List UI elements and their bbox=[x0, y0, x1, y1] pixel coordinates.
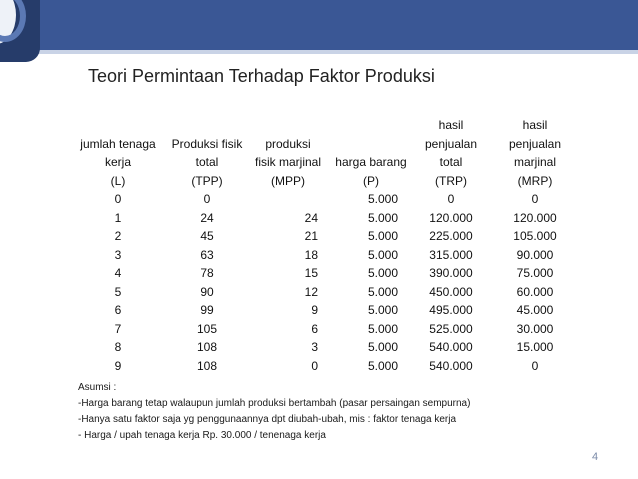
table-cell: 4 bbox=[114, 266, 122, 280]
table-cell bbox=[410, 338, 492, 357]
table-header-cell: (TPP) bbox=[191, 173, 223, 188]
table-cell-value: 18 bbox=[304, 247, 318, 262]
table-cell-value: 5.000 bbox=[367, 266, 398, 280]
table-cell bbox=[410, 190, 492, 209]
table-cell-value: 120.000 bbox=[429, 210, 473, 225]
table-cell-value: 3 bbox=[311, 340, 318, 354]
production-table bbox=[66, 116, 578, 375]
table-cell-value: 450.000 bbox=[429, 284, 473, 299]
table-cell: 108 bbox=[196, 358, 218, 373]
table-header-cell: (MRP) bbox=[517, 173, 553, 188]
table-cell-value: 12 bbox=[304, 284, 318, 299]
table-cell-value: 9 bbox=[311, 303, 318, 317]
table-header-cell bbox=[332, 135, 410, 154]
table-row bbox=[66, 209, 578, 228]
table-row bbox=[66, 190, 578, 209]
table-cell bbox=[410, 246, 492, 265]
table-cell: 45 bbox=[200, 229, 214, 243]
table-cell-value: 5.000 bbox=[367, 229, 398, 243]
table-cell-value: 0 bbox=[311, 358, 318, 373]
table-cell bbox=[332, 338, 410, 357]
table-header-cell bbox=[332, 116, 410, 135]
slide-title: Teori Permintaan Terhadap Faktor Produksi bbox=[88, 66, 435, 86]
table-cell bbox=[492, 357, 578, 376]
table-cell: 0 bbox=[114, 192, 122, 206]
table-header-cell: marjinal bbox=[513, 155, 556, 169]
table-row bbox=[66, 264, 578, 283]
notes-heading: Asumsi : bbox=[78, 382, 117, 393]
table-row bbox=[66, 357, 578, 376]
table-header-cell: total bbox=[195, 155, 219, 169]
table-cell-value: 5.000 bbox=[367, 210, 398, 225]
table-cell: 7 bbox=[114, 321, 122, 336]
table-cell: 90 bbox=[200, 284, 214, 299]
table-cell-value: 5.000 bbox=[367, 321, 398, 336]
table-cell-value: 30.000 bbox=[516, 321, 554, 336]
table-cell-value: 225.000 bbox=[429, 229, 473, 243]
table-header-cell: (P) bbox=[363, 173, 379, 188]
table-cell bbox=[492, 190, 578, 209]
table-cell bbox=[332, 227, 410, 246]
table-cell bbox=[410, 320, 492, 339]
table-header-cell: penjualan bbox=[508, 136, 562, 151]
table-cell: 3 bbox=[114, 247, 122, 262]
table-header-cell: penjualan bbox=[424, 136, 478, 151]
table-cell bbox=[410, 227, 492, 246]
table-header-cell: harga barang bbox=[335, 155, 407, 169]
header-band-accent bbox=[0, 50, 638, 54]
table-header-row bbox=[66, 135, 578, 154]
table-cell-value: 6 bbox=[311, 321, 318, 336]
table-cell bbox=[332, 301, 410, 320]
table-cell-value: 5.000 bbox=[367, 284, 398, 299]
table-cell-value: 540.000 bbox=[429, 358, 473, 373]
table-cell: 9 bbox=[114, 358, 122, 373]
table-cell-value: 15 bbox=[304, 266, 318, 280]
table-cell bbox=[244, 190, 332, 209]
table-cell bbox=[244, 209, 332, 228]
table-cell bbox=[244, 338, 332, 357]
table-row bbox=[66, 246, 578, 265]
table-row bbox=[66, 283, 578, 302]
table-cell-value: 0 bbox=[531, 358, 539, 373]
note-line: -Harga barang tetap walaupun jumlah produksi bertambah (pasar persaingan sempurna) bbox=[78, 398, 471, 409]
table-cell bbox=[492, 209, 578, 228]
table-cell: 99 bbox=[200, 303, 214, 317]
table-cell bbox=[492, 283, 578, 302]
table-cell-value: 60.000 bbox=[516, 284, 554, 299]
note-line: -Hanya satu faktor saja yg penggunaannya dpt diubah-ubah, mis : faktor tenaga kerja bbox=[78, 414, 457, 425]
table-cell bbox=[492, 227, 578, 246]
assumptions-notes bbox=[78, 380, 470, 444]
table-cell bbox=[244, 301, 332, 320]
table-cell bbox=[410, 209, 492, 228]
table-header-cell: hasil bbox=[438, 118, 464, 132]
table-cell-value: 21 bbox=[304, 229, 318, 243]
table-cell-value: 120.000 bbox=[513, 210, 557, 225]
table-cell bbox=[492, 338, 578, 357]
table-cell bbox=[410, 301, 492, 320]
table-cell-value: 15.000 bbox=[516, 340, 554, 354]
table-cell bbox=[332, 357, 410, 376]
table-cell: 24 bbox=[200, 210, 214, 225]
table-cell: 105 bbox=[196, 321, 218, 336]
table-header-cell bbox=[66, 116, 170, 135]
table-cell: 8 bbox=[114, 340, 122, 354]
table-cell: 1 bbox=[114, 210, 122, 225]
table-cell-value: 315.000 bbox=[429, 247, 473, 262]
table-header-cell: hasil bbox=[522, 118, 548, 132]
table-cell-value: 5.000 bbox=[367, 340, 398, 354]
table-cell bbox=[332, 209, 410, 228]
table-cell-value: 24 bbox=[304, 210, 318, 225]
table-cell: 63 bbox=[200, 247, 214, 262]
table-cell bbox=[244, 320, 332, 339]
table-cell-value: 45.000 bbox=[516, 303, 554, 317]
table-header-cell: (MPP) bbox=[271, 173, 305, 188]
table-cell bbox=[492, 301, 578, 320]
table-cell-value: 5.000 bbox=[367, 358, 398, 373]
table-header-cell: Produksi fisik bbox=[171, 136, 243, 151]
table-cell-value: 525.000 bbox=[429, 321, 473, 336]
table-cell: 6 bbox=[114, 303, 122, 317]
table-header-cell: kerja bbox=[104, 155, 131, 169]
table-cell bbox=[244, 246, 332, 265]
table-cell bbox=[244, 227, 332, 246]
table-cell bbox=[410, 283, 492, 302]
table-header-cell: fisik marjinal bbox=[254, 155, 321, 169]
table-row bbox=[66, 338, 578, 357]
table-header-cell: (TRP) bbox=[435, 173, 467, 188]
table-cell: 108 bbox=[196, 340, 218, 354]
table-header-cell: total bbox=[439, 155, 463, 169]
table-cell-value: 90.000 bbox=[516, 247, 554, 262]
header-band bbox=[0, 0, 638, 50]
table-cell-value: 75.000 bbox=[516, 266, 554, 280]
table-cell-value: 5.000 bbox=[367, 303, 398, 317]
table-cell-value: 495.000 bbox=[429, 303, 473, 317]
table-cell-value: 105.000 bbox=[513, 229, 557, 243]
table-header-row bbox=[66, 172, 578, 191]
table-row bbox=[66, 227, 578, 246]
table-row bbox=[66, 301, 578, 320]
table-cell bbox=[244, 283, 332, 302]
table-row bbox=[66, 320, 578, 339]
table-header-cell: produksi bbox=[265, 136, 311, 151]
table-header-cell bbox=[170, 116, 244, 135]
table-header-row bbox=[66, 153, 578, 172]
table-cell bbox=[332, 190, 410, 209]
table-cell-value: 5.000 bbox=[367, 192, 398, 206]
table-cell-value: 540.000 bbox=[429, 340, 473, 354]
table-cell bbox=[332, 264, 410, 283]
table-cell: 0 bbox=[203, 192, 211, 206]
table-cell bbox=[332, 320, 410, 339]
table-header-row bbox=[66, 116, 578, 135]
table-cell: 2 bbox=[114, 229, 122, 243]
table-cell-value: 390.000 bbox=[429, 266, 473, 280]
table-header-cell: jumlah tenaga bbox=[80, 136, 156, 151]
table-cell-value: 0 bbox=[447, 192, 455, 206]
table-cell-value: 0 bbox=[531, 192, 539, 206]
note-line: - Harga / upah tenaga kerja Rp. 30.000 / tenenaga kerja bbox=[78, 430, 326, 441]
table-header-cell bbox=[244, 116, 332, 135]
table-cell-value: 5.000 bbox=[367, 247, 398, 262]
table-cell bbox=[492, 264, 578, 283]
table-cell bbox=[410, 357, 492, 376]
table-cell bbox=[244, 357, 332, 376]
table-cell bbox=[492, 246, 578, 265]
page-number: 4 bbox=[592, 451, 599, 463]
table-cell bbox=[332, 246, 410, 265]
table-cell: 78 bbox=[200, 266, 214, 280]
table-cell bbox=[410, 264, 492, 283]
table-header-cell: (L) bbox=[110, 173, 126, 188]
table-cell bbox=[244, 264, 332, 283]
table-cell: 5 bbox=[114, 284, 122, 299]
table-cell bbox=[332, 283, 410, 302]
table-cell bbox=[492, 320, 578, 339]
